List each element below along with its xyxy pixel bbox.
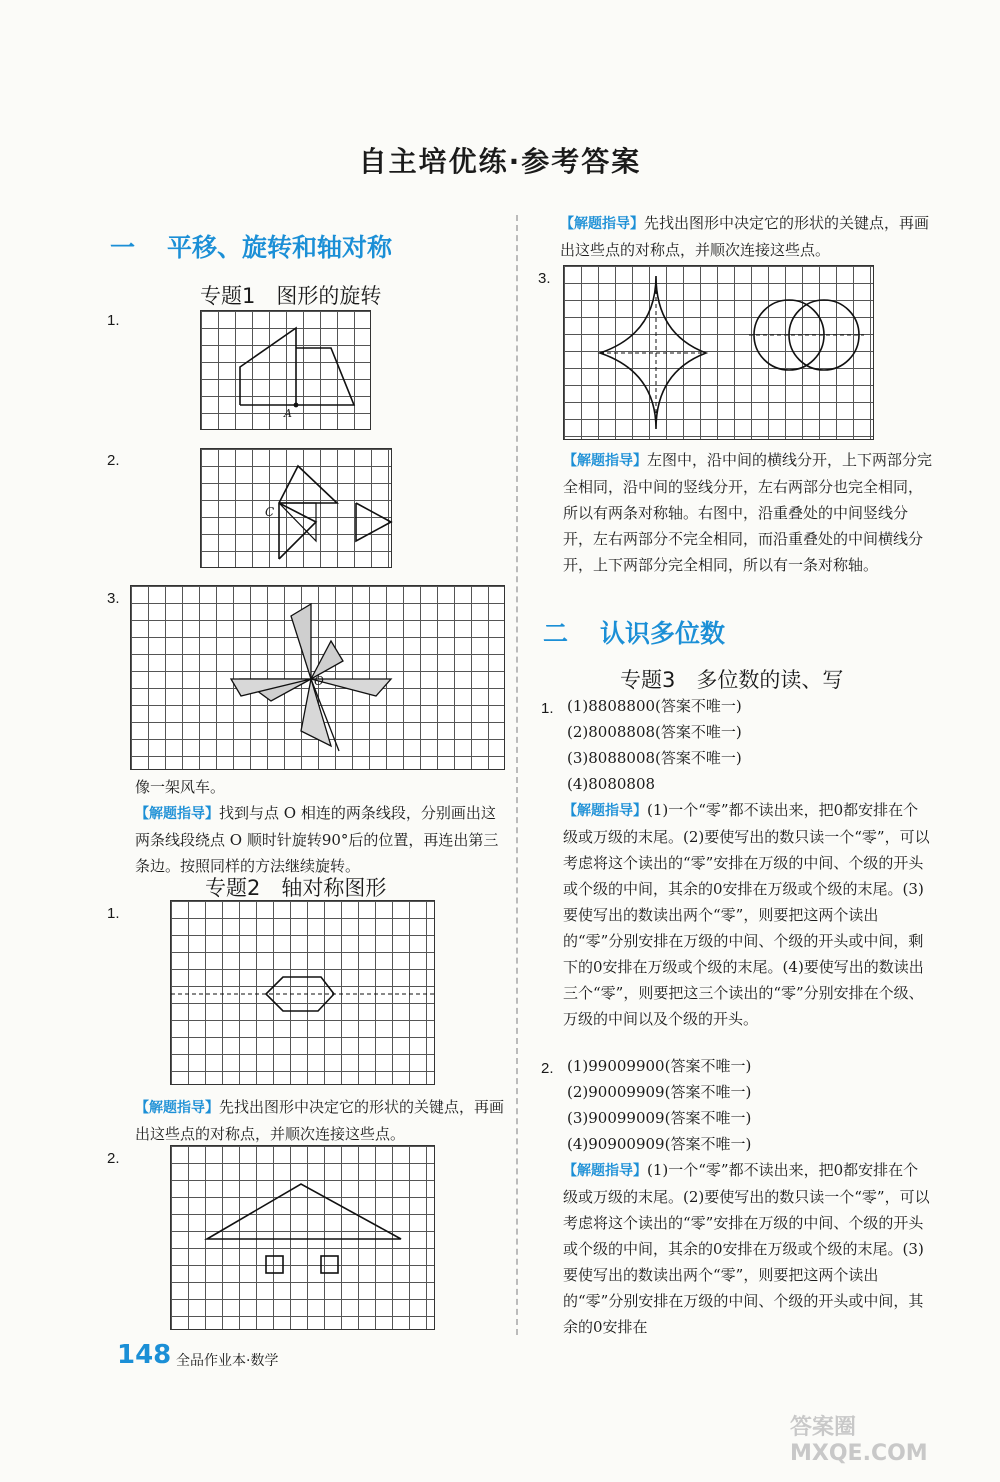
grid-figure (170, 900, 435, 1085)
hint-text: (1)一个“零”都不读出来，把0都安排在个级或万级的末尾。(2)要使写出的数只读一个“零”，可以考虑将这个读出的“零”安排在万级的中间、个级的开头或个级的中间，其余的0安排在万级或个级的末尾。(3)要使写出的数读出两个“零”，则要把这两个读出的“零”分别安排在万级的中间、个级的开头或中间，其余的0安排在 (563, 1161, 930, 1336)
grid-figure (563, 265, 874, 440)
hint-text: 找到与点 O 相连的两条线段，分别画出这两条线段绕点 O 顺时针旋转90°后的位置，再连出第三条边。按照同样的方法继续旋转。 (135, 804, 499, 875)
hint-block (560, 210, 930, 263)
section-heading-1 (110, 228, 392, 264)
answer-list (567, 1053, 751, 1157)
page-number: 148 (117, 1340, 172, 1370)
grid-figure (200, 448, 392, 568)
hint-tag: 【解题指导】 (563, 453, 647, 469)
hint-block (135, 1094, 505, 1147)
hint-tag: 【解题指导】 (560, 216, 644, 232)
hint-text: 先找出图形中决定它的形状的关键点，再画出这些点的对称点，并顺次连接这些点。 (135, 1098, 505, 1143)
question-number: 1. (107, 905, 120, 922)
point-label: A (284, 407, 292, 420)
section-number: 二 (543, 619, 569, 648)
point-label: C (265, 505, 275, 519)
hint-block (563, 797, 933, 1032)
question-number: 1. (107, 312, 120, 329)
answer-item: (3)90099009(答案不唯一) (567, 1109, 752, 1127)
hint-block (563, 1157, 933, 1340)
pentagon-figure (171, 901, 436, 1086)
question-number: 2. (107, 452, 120, 469)
question-number: 1. (541, 700, 554, 717)
answer-item: (4)8080808 (567, 775, 656, 793)
answer-item: (1)8808800(答案不唯一) (567, 697, 742, 715)
hint-block (563, 447, 933, 578)
answer-item: (2)90009909(答案不唯一) (567, 1083, 752, 1101)
question-number: 3. (538, 270, 551, 287)
question-number: 2. (541, 1060, 554, 1077)
grid-figure (200, 310, 371, 430)
column-divider (516, 215, 518, 1335)
question-number: 3. (107, 590, 120, 607)
topic-heading: 专题1 图形的旋转 (200, 284, 382, 308)
question-number: 2. (107, 1150, 120, 1167)
figure-drawing (201, 449, 393, 569)
answer-text: 像一架风车。 (135, 778, 226, 796)
answer-item: (1)99009900(答案不唯一) (567, 1057, 752, 1075)
hint-tag: 【解题指导】 (135, 806, 219, 822)
hint-tag: 【解题指导】 (563, 803, 647, 819)
hint-text: 左图中，沿中间的横线分开，上下两部分完全相同，沿中间的竖线分开，左右两部分也完全相同，所以有两条对称轴。右图中，沿重叠处的中间竖线分开，左右两部分不完全相同，而沿重叠处的中间横线分开，上下两部分完全相同，所以有一条对称轴。 (563, 451, 933, 574)
book-title: 全品作业本·数学 (176, 1353, 279, 1369)
hint-text: (1)一个“零”都不读出来，把0都安排在个级或万级的末尾。(2)要使写出的数只读一个“零”，可以考虑将这个读出的“零”安排在万级的中间、个级的开头或个级的中间，其余的0安排在万级或个级的末尾。(3)要使写出的数读出两个“零”，则要把这两个读出的“零”分别安排在万级的中间、个级的开头或中间，剩下的0安排在万级或个级的末尾。(4)要使写出的数读出三个“零”，则要把这三个读出的“零”分别安排在个级、万级的中间以及个级的开头。 (563, 801, 930, 1028)
answer-item: (3)8088008(答案不唯一) (567, 749, 742, 767)
topic-heading: 专题3 多位数的读、写 (620, 668, 844, 692)
hint-text: 先找出图形中决定它的形状的关键点，再画出这些点的对称点，并顺次连接这些点。 (560, 214, 930, 259)
answer-list (567, 693, 742, 797)
watermark: 答案圈 MXQE.COM (790, 1415, 928, 1466)
hint-tag: 【解题指导】 (135, 1100, 219, 1116)
topic-heading: 专题2 轴对称图形 (205, 876, 387, 900)
section-title: 认识多位数 (600, 619, 726, 648)
answer-item: (4)90900909(答案不唯一) (567, 1135, 752, 1153)
grid-figure (130, 585, 505, 770)
house-figure (171, 1146, 436, 1331)
grid-figure (170, 1145, 435, 1330)
page-title: 自主培优练·参考答案 (358, 145, 642, 178)
answer-item: (2)8008808(答案不唯一) (567, 723, 742, 741)
section-title: 平移、旋转和轴对称 (167, 233, 393, 262)
hint-block (135, 800, 505, 879)
hint-tag: 【解题指导】 (563, 1163, 647, 1179)
point-label: O (314, 674, 324, 688)
symmetry-figures (564, 266, 875, 441)
section-number: 一 (110, 233, 136, 262)
section-heading-2 (543, 614, 725, 650)
